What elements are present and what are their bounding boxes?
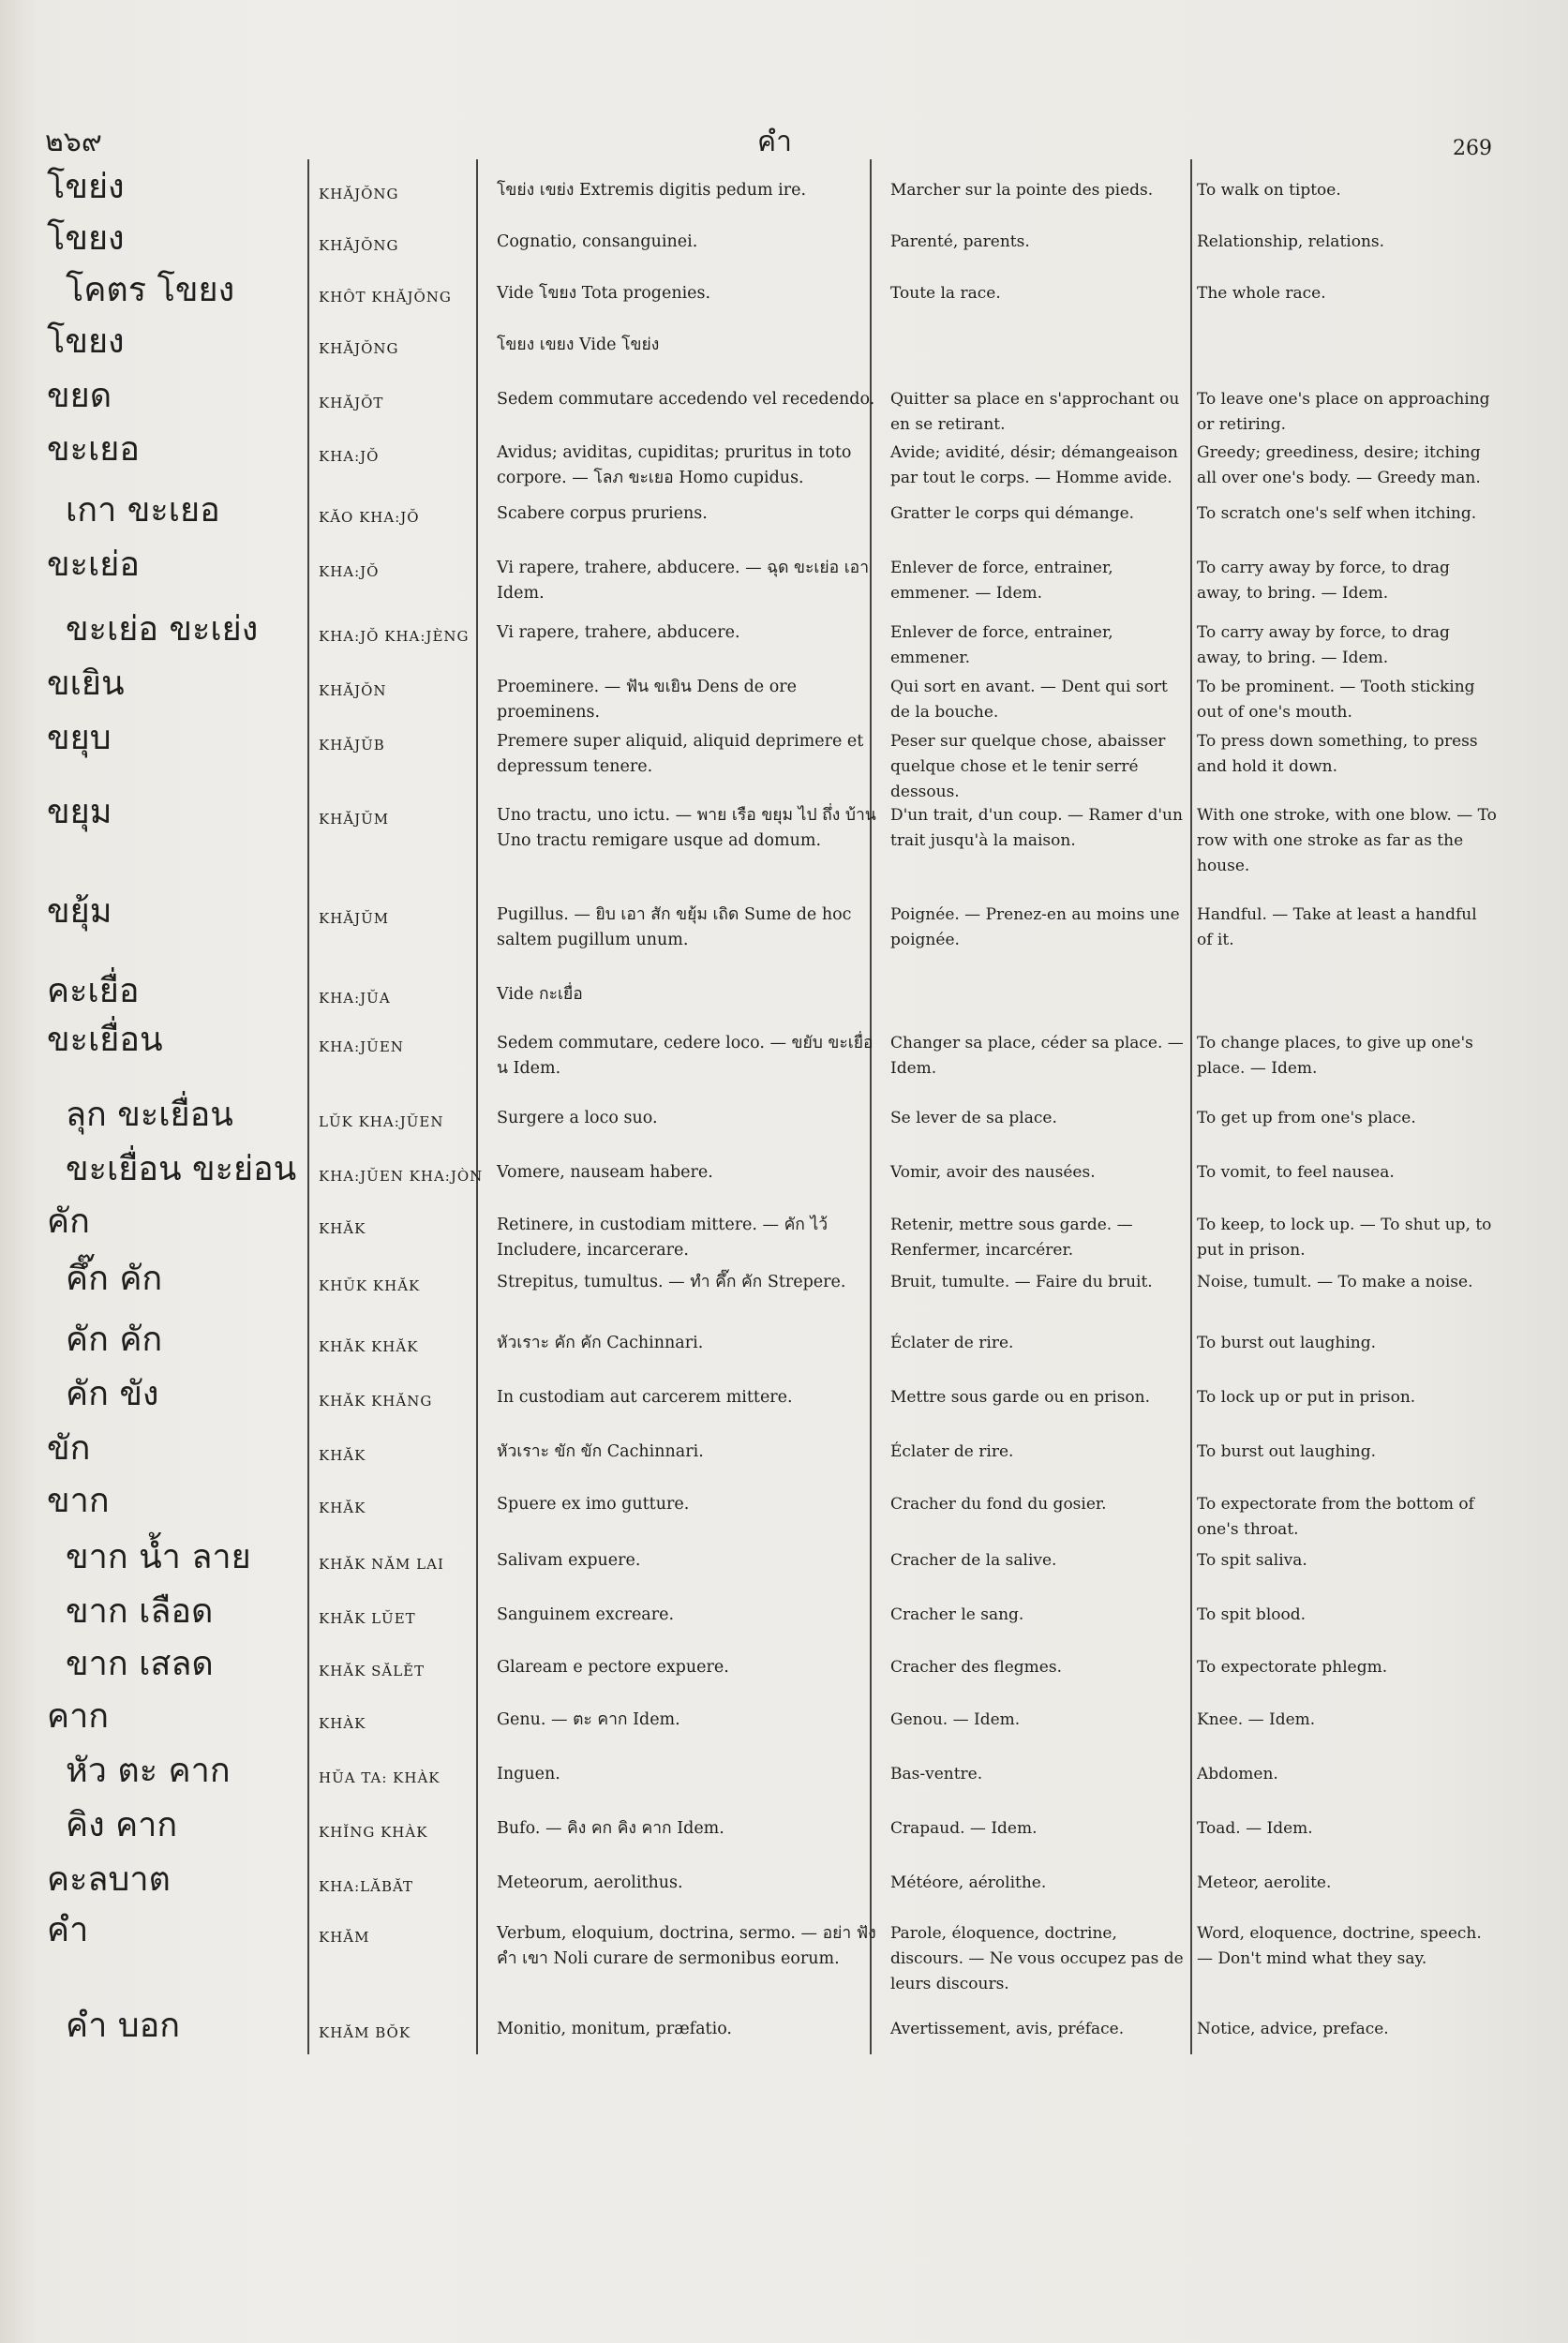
latin-definition: Sedem commutare accedendo vel recedendo. (497, 390, 875, 409)
latin-definition: Premere super aliquid, aliquid deprimere et depressum tenere. (497, 732, 864, 776)
headword-thai: โขย่ง (47, 168, 125, 206)
latin-definition: Salivam expuere. (497, 1551, 641, 1570)
english-definition: To carry away by force, to drag away, to bring. — Idem. (1197, 559, 1450, 603)
headword-romanization: KHĂJŎN (319, 682, 387, 699)
column-divider (1190, 159, 1192, 2054)
headword-thai: ขะเยื่อน (47, 1021, 163, 1059)
latin-definition: Pugillus. — ยิบ เอา สัก ขยุ้ม เถิด Sume de hoc saltem pugillum unum. (497, 905, 852, 949)
french-definition: Éclater de rire. (890, 1334, 1014, 1352)
headword-thai: โขยง (47, 322, 125, 361)
latin-definition: Vomere, nauseam habere. (497, 1163, 713, 1182)
latin-definition: In custodiam aut carcerem mittere. (497, 1388, 793, 1407)
headword-thai: คัก คัก (66, 1321, 163, 1359)
french-definition: Se lever de sa place. (890, 1109, 1057, 1127)
headword-thai: คำ (47, 1911, 89, 1949)
headword-thai: ขะเยื่อน ขะย่อน (66, 1150, 297, 1188)
latin-definition: Strepitus, tumultus. — ทำ คึ๊ก คัก Strepere. (497, 1273, 846, 1291)
latin-definition: Genu. — ตะ คาก Idem. (497, 1710, 680, 1729)
english-definition: Abdomen. (1197, 1765, 1278, 1783)
french-definition: Cracher de la salive. (890, 1551, 1057, 1570)
french-definition: Retenir, mettre sous garde. — Renfermer, incarcérer. (890, 1216, 1133, 1260)
headword-romanization: KHĂJŬM (319, 811, 390, 828)
english-definition: Meteor, aerolite. (1197, 1873, 1332, 1892)
french-definition: Cracher du fond du gosier. (890, 1495, 1107, 1514)
latin-definition: Uno tractu, uno ictu. — พาย เรือ ขยุม ไป ถึ่ง บ้าน Uno tractu remigare usque ad domum. (497, 806, 876, 850)
latin-definition: Monitio, monitum, præfatio. (497, 2020, 732, 2038)
headword-romanization: KHĂK NĂM LAI (319, 1556, 444, 1573)
headword-romanization: LŬK KHA:JŬEN (319, 1113, 444, 1130)
headword-thai: ลุก ขะเยื่อน (66, 1096, 233, 1134)
headword-romanization: KHĬNG KHÀK (319, 1824, 428, 1841)
english-definition: To walk on tiptoe. (1197, 181, 1341, 200)
headword-romanization: KHA:JŬA (319, 990, 391, 1007)
headword-romanization: KHĂM BŎK (319, 2024, 411, 2041)
headword-romanization: KĂO KHA:JŎ (319, 509, 420, 526)
french-definition: Avertissement, avis, préface. (890, 2020, 1125, 2038)
headword-romanization: KHĂK (319, 1447, 366, 1464)
headword-thai: ขะเย่อ (47, 545, 140, 584)
latin-definition: Meteorum, aerolithus. (497, 1873, 683, 1892)
english-definition: To change places, to give up one's place. — Idem. (1197, 1034, 1473, 1078)
headword-thai: คัก (47, 1202, 90, 1241)
latin-definition: Retinere, in custodiam mittere. — คัก ไว้ Includere, incarcerare. (497, 1216, 829, 1260)
french-definition: Marcher sur la pointe des pieds. (890, 181, 1154, 200)
headword-thai: ขยุบ (47, 719, 112, 757)
headword-thai: ขยด (47, 377, 112, 415)
french-definition: Avide; avidité, désir; démangeaison par tout le corps. — Homme avide. (890, 443, 1178, 487)
english-definition: To lock up or put in prison. (1197, 1388, 1416, 1407)
headword-romanization: KHĂJŎNG (319, 237, 399, 254)
english-definition: Handful. — Take at least a handful of it. (1197, 905, 1477, 949)
french-definition: Parole, éloquence, doctrine, discours. — Ne vous occupez pas de leurs discours. (890, 1924, 1184, 1993)
headword-thai: คำ บอก (66, 2007, 181, 2045)
headword-romanization: KHA:LĂBĂT (319, 1878, 414, 1895)
headword-thai: คาก (47, 1697, 110, 1736)
latin-definition: Vide โขยง Tota progenies. (497, 284, 711, 303)
english-definition: Greedy; greediness, desire; itching all over one's body. — Greedy man. (1197, 443, 1481, 487)
headword-thai: ขาก เลือด (66, 1592, 214, 1631)
english-definition: The whole race. (1197, 284, 1326, 303)
headword-thai: คึ๊ก คัก (66, 1260, 163, 1298)
headword-thai: ขาก เสลด (66, 1645, 214, 1683)
english-definition: Word, eloquence, doctrine, speech. — Don't mind what they say. (1197, 1924, 1482, 1968)
headword-romanization: KHĂJŎNG (319, 340, 399, 357)
headword-romanization: KHĂJŬM (319, 910, 390, 927)
french-definition: Changer sa place, céder sa place. — Idem. (890, 1034, 1184, 1078)
french-definition: Enlever de force, entrainer, emmener. (890, 623, 1113, 667)
french-definition: Toute la race. (890, 284, 1001, 303)
headword-romanization: KHA:JŎ (319, 563, 380, 580)
headword-thai: ขยุ้ม (47, 892, 112, 931)
headword-thai: ขเยิน (47, 664, 125, 703)
french-definition: Quitter sa place en s'approchant ou en se retirant. (890, 390, 1180, 434)
latin-definition: Cognatio, consanguinei. (497, 232, 698, 251)
headword-thai: คัก ขัง (66, 1375, 159, 1413)
latin-definition: หัวเราะ ขัก ขัก Cachinnari. (497, 1442, 704, 1461)
english-definition: With one stroke, with one blow. — To row with one stroke as far as the house. (1197, 806, 1497, 875)
latin-definition: Spuere ex imo gutture. (497, 1495, 690, 1514)
french-definition: Poignée. — Prenez-en au moins une poignée. (890, 905, 1180, 949)
french-definition: Enlever de force, entrainer, emmener. — Idem. (890, 559, 1113, 603)
english-definition: To spit blood. (1197, 1605, 1307, 1624)
french-definition: Gratter le corps qui démange. (890, 504, 1135, 523)
headword-romanization: KHA:JŬEN KHA:JÒN (319, 1168, 484, 1185)
headword-romanization: KHA:JŬEN (319, 1038, 404, 1055)
english-definition: Relationship, relations. (1197, 232, 1385, 251)
headword-romanization: KHĂJŎT (319, 395, 384, 411)
english-definition: To burst out laughing. (1197, 1334, 1377, 1352)
french-definition: Mettre sous garde ou en prison. (890, 1388, 1151, 1407)
french-definition: Vomir, avoir des nausées. (890, 1163, 1096, 1182)
column-divider (307, 159, 309, 2054)
latin-definition: Vi rapere, trahere, abducere. — ฉุด ขะเย่อ เอา Idem. (497, 559, 870, 603)
english-definition: To burst out laughing. (1197, 1442, 1377, 1461)
french-definition: Qui sort en avant. — Dent qui sort de la bouche. (890, 678, 1168, 722)
latin-definition: โขยง เขยง Vide โขย่ง (497, 336, 660, 354)
headword-thai: ขะเย่อ ขะเย่ง (66, 610, 259, 649)
latin-definition: Vi rapere, trahere, abducere. (497, 623, 740, 642)
latin-definition: หัวเราะ คัก คัก Cachinnari. (497, 1334, 704, 1352)
latin-definition: Sanguinem excreare. (497, 1605, 675, 1624)
headword-thai: ขะเยอ (47, 430, 140, 469)
headword-romanization: KHĂK (319, 1220, 366, 1237)
headword-thai: โขยง (47, 219, 125, 258)
latin-definition: Verbum, eloquium, doctrina, sermo. — อย่า ฟัง คำ เขา Noli curare de sermonibus eorum. (497, 1924, 876, 1968)
page-number: 269 (1453, 137, 1492, 160)
headword-thai: คิง คาก (66, 1806, 178, 1844)
headword-thai: ขยุม (47, 793, 112, 831)
headword-thai: ขาก (47, 1482, 110, 1520)
page-number-thai: ๒๖๙ (45, 126, 102, 158)
latin-definition: Avidus; aviditas, cupiditas; pruritus in toto corpore. — โลภ ขะเยอ Homo cupidus. (497, 443, 852, 487)
headword-romanization: HŬA TA: KHÀK (319, 1769, 441, 1786)
headword-romanization: KHA:JŎ KHA:JÈNG (319, 628, 470, 645)
french-definition: D'un trait, d'un coup. — Ramer d'un trait jusqu'à la maison. (890, 806, 1183, 850)
latin-definition: Bufo. — คิง คก คิง คาก Idem. (497, 1819, 724, 1838)
english-definition: To keep, to lock up. — To shut up, to put in prison. (1197, 1216, 1492, 1260)
french-definition: Cracher des flegmes. (890, 1658, 1062, 1677)
english-definition: To carry away by force, to drag away, to bring. — Idem. (1197, 623, 1450, 667)
headword-romanization: KHÀK (319, 1715, 366, 1732)
latin-definition: Glaream e pectore expuere. (497, 1658, 729, 1677)
french-definition: Parenté, parents. (890, 232, 1030, 251)
english-definition: To press down something, to press and hold it down. (1197, 732, 1478, 776)
headword-thai: เกา ขะเยอ (66, 491, 220, 530)
french-definition: Cracher le sang. (890, 1605, 1024, 1624)
english-definition: Notice, advice, preface. (1197, 2020, 1389, 2038)
english-definition: To be prominent. — Tooth sticking out of one's mouth. (1197, 678, 1475, 722)
english-definition: To get up from one's place. (1197, 1109, 1416, 1127)
headword-thai: ขัก (47, 1429, 91, 1468)
french-definition: Bas-ventre. (890, 1765, 983, 1783)
latin-definition: Sedem commutare, cedere loco. — ขยับ ขะเยื่อน Idem. (497, 1034, 874, 1078)
latin-definition: Vide กะเยื่อ (497, 985, 583, 1004)
headword-thai: คะเยื่อ (47, 972, 140, 1010)
english-definition: Knee. — Idem. (1197, 1710, 1316, 1729)
headword-romanization: KHĂK KHĂNG (319, 1393, 433, 1410)
english-definition: To vomit, to feel nausea. (1197, 1163, 1395, 1182)
latin-definition: Proeminere. — ฟัน ขเยิน Dens de ore proeminens. (497, 678, 797, 722)
headword-romanization: KHĂK (319, 1500, 366, 1516)
latin-definition: โขย่ง เขย่ง Extremis digitis pedum ire. (497, 181, 807, 200)
headword-thai: คะลบาต (47, 1860, 171, 1899)
headword-romanization: KHĂJŬB (319, 737, 385, 754)
headword-romanization: KHĂK LŬET (319, 1610, 416, 1627)
french-definition: Bruit, tumulte. — Faire du bruit. (890, 1273, 1153, 1291)
french-definition: Météore, aérolithe. (890, 1873, 1047, 1892)
headword-thai: ขาก น้ำ ลาย (66, 1538, 251, 1576)
headword-romanization: KHÔT KHĂJŎNG (319, 289, 452, 306)
english-definition: Toad. — Idem. (1197, 1819, 1313, 1838)
headword-thai: หัว ตะ คาก (66, 1752, 231, 1790)
latin-definition: Inguen. (497, 1765, 560, 1783)
english-definition: Noise, tumult. — To make a noise. (1197, 1273, 1473, 1291)
latin-definition: Surgere a loco suo. (497, 1109, 658, 1127)
english-definition: To expectorate phlegm. (1197, 1658, 1388, 1677)
headword-thai: โคตร โขยง (66, 271, 235, 309)
english-definition: To expectorate from the bottom of one's throat. (1197, 1495, 1474, 1539)
running-head-word: คำ (757, 126, 792, 158)
french-definition: Éclater de rire. (890, 1442, 1014, 1461)
english-definition: To spit saliva. (1197, 1551, 1307, 1570)
headword-romanization: KHĂJŎNG (319, 186, 399, 202)
french-definition: Genou. — Idem. (890, 1710, 1021, 1729)
english-definition: To leave one's place on approaching or retiring. (1197, 390, 1490, 434)
headword-romanization: KHĂK KHĂK (319, 1338, 419, 1355)
latin-definition: Scabere corpus pruriens. (497, 504, 708, 523)
headword-romanization: KHĂM (319, 1929, 370, 1946)
headword-romanization: KHA:JŎ (319, 448, 380, 465)
french-definition: Peser sur quelque chose, abaisser quelque chose et le tenir serré dessous. (890, 732, 1166, 801)
french-definition: Crapaud. — Idem. (890, 1819, 1038, 1838)
headword-romanization: KHĂK SĂLĔT (319, 1663, 426, 1679)
headword-romanization: KHŬK KHĂK (319, 1277, 421, 1294)
column-divider (476, 159, 478, 2054)
english-definition: To scratch one's self when itching. (1197, 504, 1477, 523)
